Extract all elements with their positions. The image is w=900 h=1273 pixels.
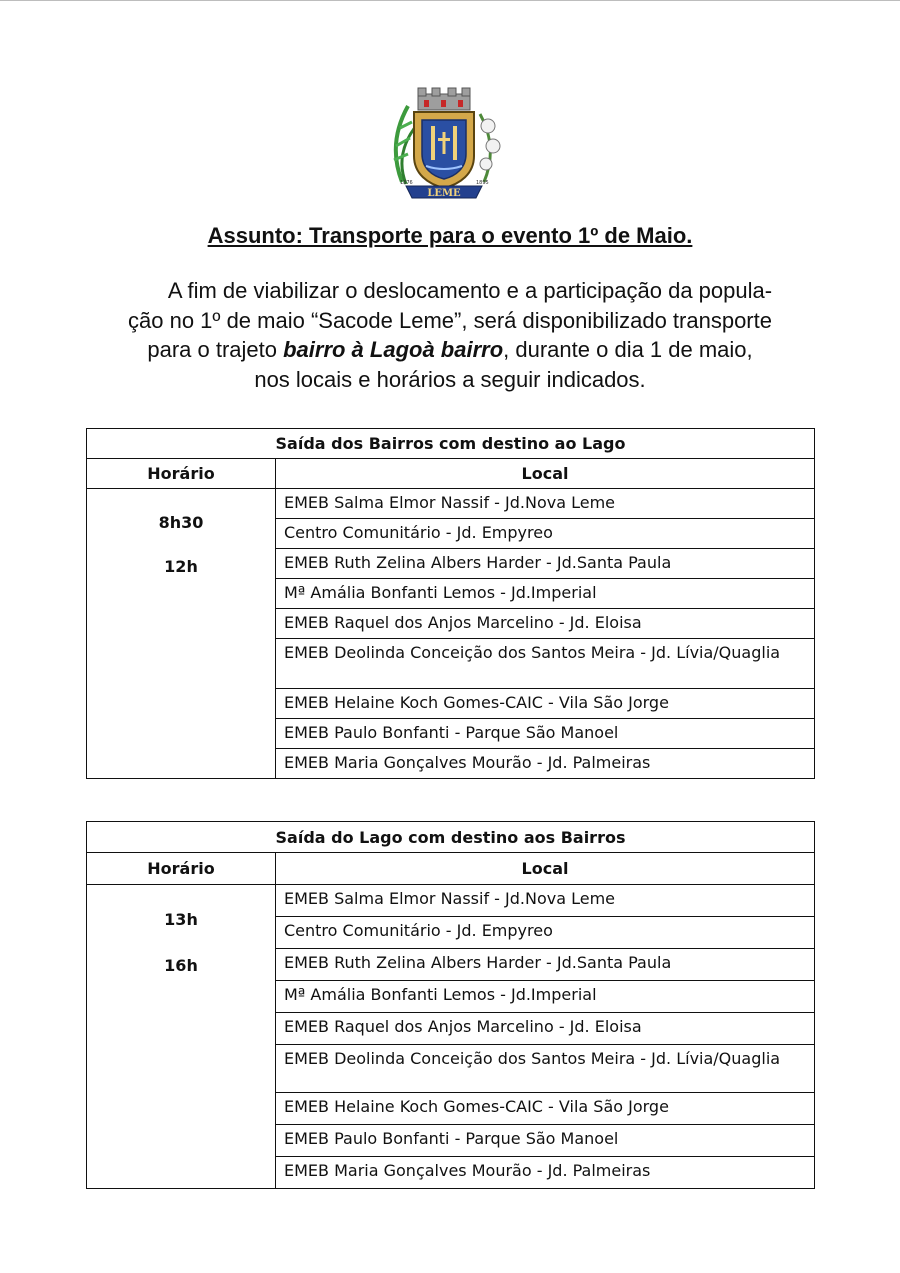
column-header-time: Horário bbox=[87, 459, 276, 489]
location-cell: Mª Amália Bonfanti Lemos - Jd.Imperial bbox=[276, 579, 815, 609]
location-cell: Mª Amália Bonfanti Lemos - Jd.Imperial bbox=[276, 981, 815, 1013]
location-cell: EMEB Paulo Bonfanti - Parque São Manoel bbox=[276, 1125, 815, 1157]
departure-time: 8h30 bbox=[158, 513, 204, 532]
location-cell: EMEB Salma Elmor Nassif - Jd.Nova Leme bbox=[276, 885, 815, 917]
column-header-local: Local bbox=[276, 853, 815, 885]
intro-line-4: nos locais e horários a seguir indicados. bbox=[254, 366, 646, 392]
crest-year-left: 1876 bbox=[400, 180, 413, 186]
departure-time: 16h bbox=[164, 956, 198, 975]
table-title: Saída dos Bairros com destino ao Lago bbox=[87, 429, 815, 459]
location-cell: Centro Comunitário - Jd. Empyreo bbox=[276, 519, 815, 549]
route-emphasis: bairro à Lagoà bairro bbox=[283, 337, 504, 362]
crest-ribbon-text: LEME bbox=[427, 188, 461, 199]
location-cell: EMEB Ruth Zelina Albers Harder - Jd.Santa Paula bbox=[276, 549, 815, 579]
departure-times bbox=[87, 885, 276, 1189]
departure-times bbox=[87, 489, 276, 779]
location-cell: EMEB Deolinda Conceição dos Santos Meira - Jd. Lívia/Quaglia bbox=[276, 639, 815, 689]
location-cell: Centro Comunitário - Jd. Empyreo bbox=[276, 917, 815, 949]
intro-line-3 bbox=[60, 335, 840, 365]
column-header-local: Local bbox=[276, 459, 815, 489]
schedule-table-return bbox=[86, 821, 815, 1189]
crest-year-right: 1895 bbox=[476, 180, 489, 186]
location-cell: EMEB Raquel dos Anjos Marcelino - Jd. Eloisa bbox=[276, 1013, 815, 1045]
intro-line-2: ção no 1º de maio “Sacode Leme”, será disponibilizado transporte bbox=[128, 307, 772, 333]
location-cell: EMEB Maria Gonçalves Mourão - Jd. Palmeiras bbox=[276, 749, 815, 779]
location-cell: EMEB Maria Gonçalves Mourão - Jd. Palmeiras bbox=[276, 1157, 815, 1189]
column-header-time: Horário bbox=[87, 853, 276, 885]
location-cell: EMEB Helaine Koch Gomes-CAIC - Vila São Jorge bbox=[276, 1093, 815, 1125]
schedule-table-outbound bbox=[86, 428, 815, 779]
subject-heading: Assunto: Transporte para o evento 1º de Maio. bbox=[207, 223, 693, 248]
departure-time: 13h bbox=[164, 910, 198, 929]
location-cell: EMEB Helaine Koch Gomes-CAIC - Vila São Jorge bbox=[276, 689, 815, 719]
top-rule bbox=[0, 0, 900, 1]
location-cell: EMEB Paulo Bonfanti - Parque São Manoel bbox=[276, 719, 815, 749]
intro-line-3-start: para o trajeto bbox=[147, 337, 284, 362]
location-cell: EMEB Raquel dos Anjos Marcelino - Jd. Eloisa bbox=[276, 609, 815, 639]
location-cell: EMEB Deolinda Conceição dos Santos Meira - Jd. Lívia/Quaglia bbox=[276, 1045, 815, 1093]
intro-line-1: A fim de viabilizar o deslocamento e a participação da popula- bbox=[167, 278, 773, 303]
city-crest-icon bbox=[384, 86, 504, 206]
departure-time: 12h bbox=[164, 557, 198, 576]
table-title: Saída do Lago com destino aos Bairros bbox=[87, 822, 815, 853]
location-cell: EMEB Ruth Zelina Albers Harder - Jd.Santa Paula bbox=[276, 949, 815, 981]
location-cell: EMEB Salma Elmor Nassif - Jd.Nova Leme bbox=[276, 489, 815, 519]
intro-line-3-end: , durante o dia 1 de maio, bbox=[503, 337, 753, 362]
intro-paragraph bbox=[60, 276, 840, 394]
